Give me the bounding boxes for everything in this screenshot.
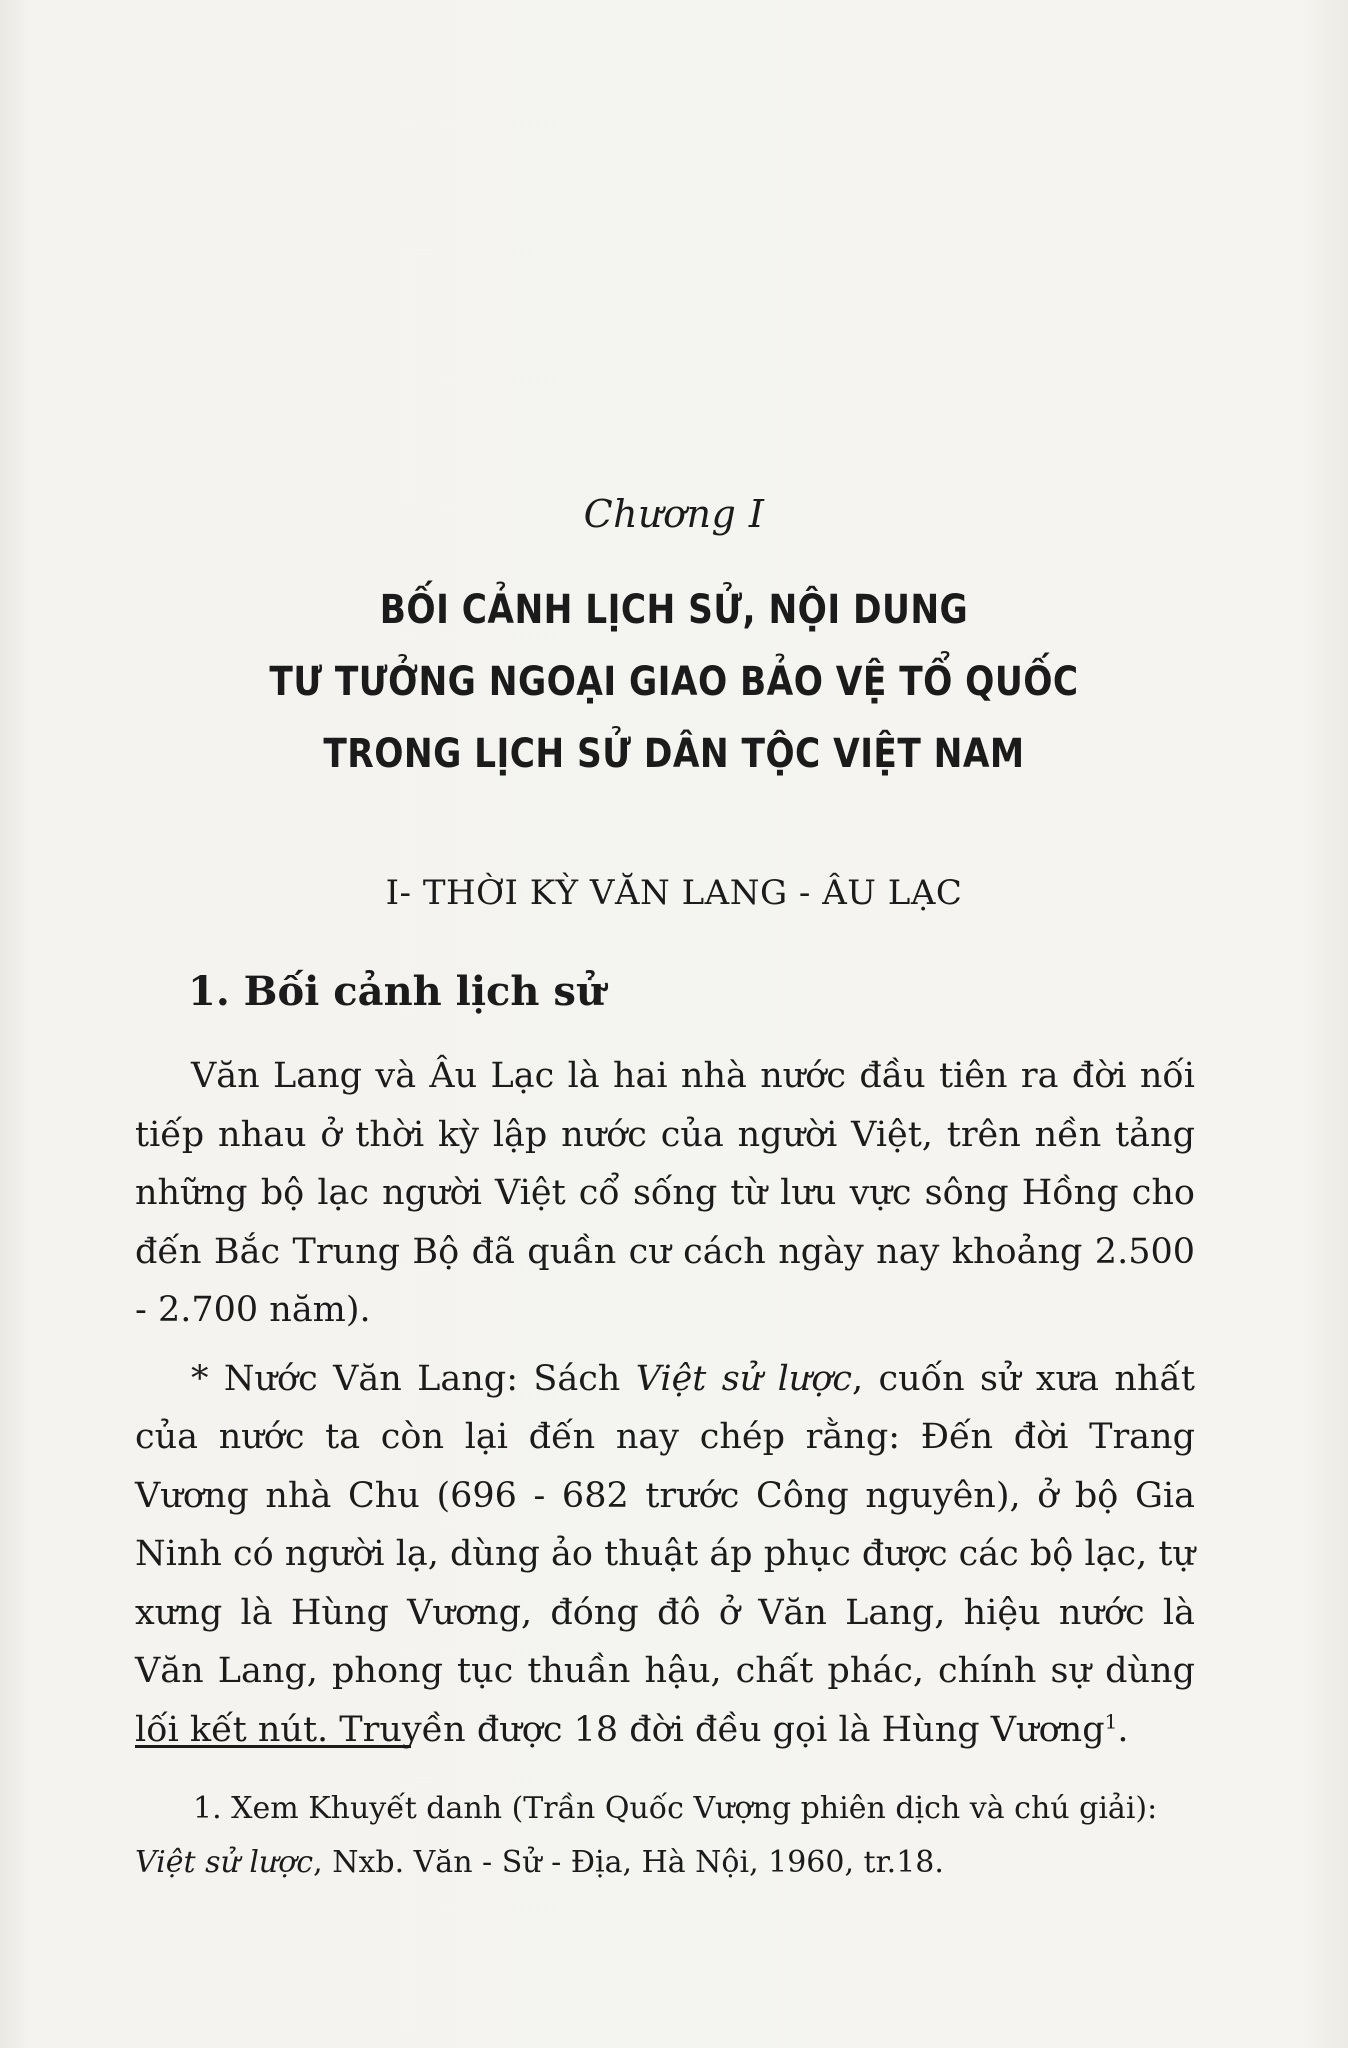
footnote-line-1: 1. Xem Khuyết danh (Trần Quốc Vượng phiên dịch và chú giải): bbox=[193, 1791, 1158, 1826]
footnote-reference: 1 bbox=[1104, 1708, 1118, 1733]
chapter-title-line-3: TRONG LỊCH SỬ DÂN TỘC VIỆT NAM bbox=[323, 731, 1025, 777]
footnote-book-title: Việt sử lược bbox=[135, 1845, 314, 1880]
paragraph-2-end: . bbox=[1117, 1709, 1129, 1750]
footnote-divider bbox=[135, 1745, 411, 1748]
footnote-publisher: , Nxb. Văn - Sử - Địa, Hà Nội, 1960, tr.18. bbox=[313, 1845, 944, 1880]
chapter-title bbox=[94, 574, 1253, 790]
paragraph-1: Văn Lang và Âu Lạc là hai nhà nước đầu tiên ra đời nối tiếp nhau ở thời kỳ lập nước của người Việt, trên nền tảng những bộ lạc người Việt cổ sống từ lưu vực sông Hồng cho đến Bắc Trung Bộ đã quần cư cách ngày nay khoảng 2.500 - 2.700 năm). bbox=[135, 1056, 1195, 1330]
footnote-line-2 bbox=[135, 1836, 1195, 1890]
chapter-title-line-1: BỐI CẢNH LỊCH SỬ, NỘI DUNG bbox=[379, 587, 969, 633]
footnote bbox=[135, 1782, 1195, 1890]
paragraph-2-lead: * Nước Văn Lang: Sách bbox=[191, 1358, 636, 1399]
paragraph-2 bbox=[135, 1350, 1195, 1760]
subsection-heading: 1. Bối cảnh lịch sử bbox=[188, 968, 606, 1015]
chapter-title-line-2: TƯ TƯỞNG NGOẠI GIAO BẢO VỆ TỔ QUỐC bbox=[269, 659, 1079, 705]
body-text bbox=[135, 1047, 1195, 1769]
section-heading: I- THỜI KỲ VĂN LANG - ÂU LẠC bbox=[385, 873, 963, 913]
chapter-label: Chương I bbox=[583, 492, 765, 536]
book-title-italic: Việt sử lược bbox=[635, 1358, 853, 1399]
paragraph-2-rest: , cuốn sử xưa nhất của nước ta còn lại đến nay chép rằng: Đến đời Trang Vương nhà Chu (696 - 682 trước Công nguyên), ở bộ Gia Ninh có người lạ, dùng ảo thuật áp phục được các bộ lạc, tự xưng là Hùng Vương, đóng đô ở Văn Lang, hiệu nước là Văn Lang, phong tục thuần hậu, chất phác, chính sự dùng lối kết nút. Truyền được 18 đời đều gọi là Hùng Vương bbox=[135, 1358, 1195, 1750]
